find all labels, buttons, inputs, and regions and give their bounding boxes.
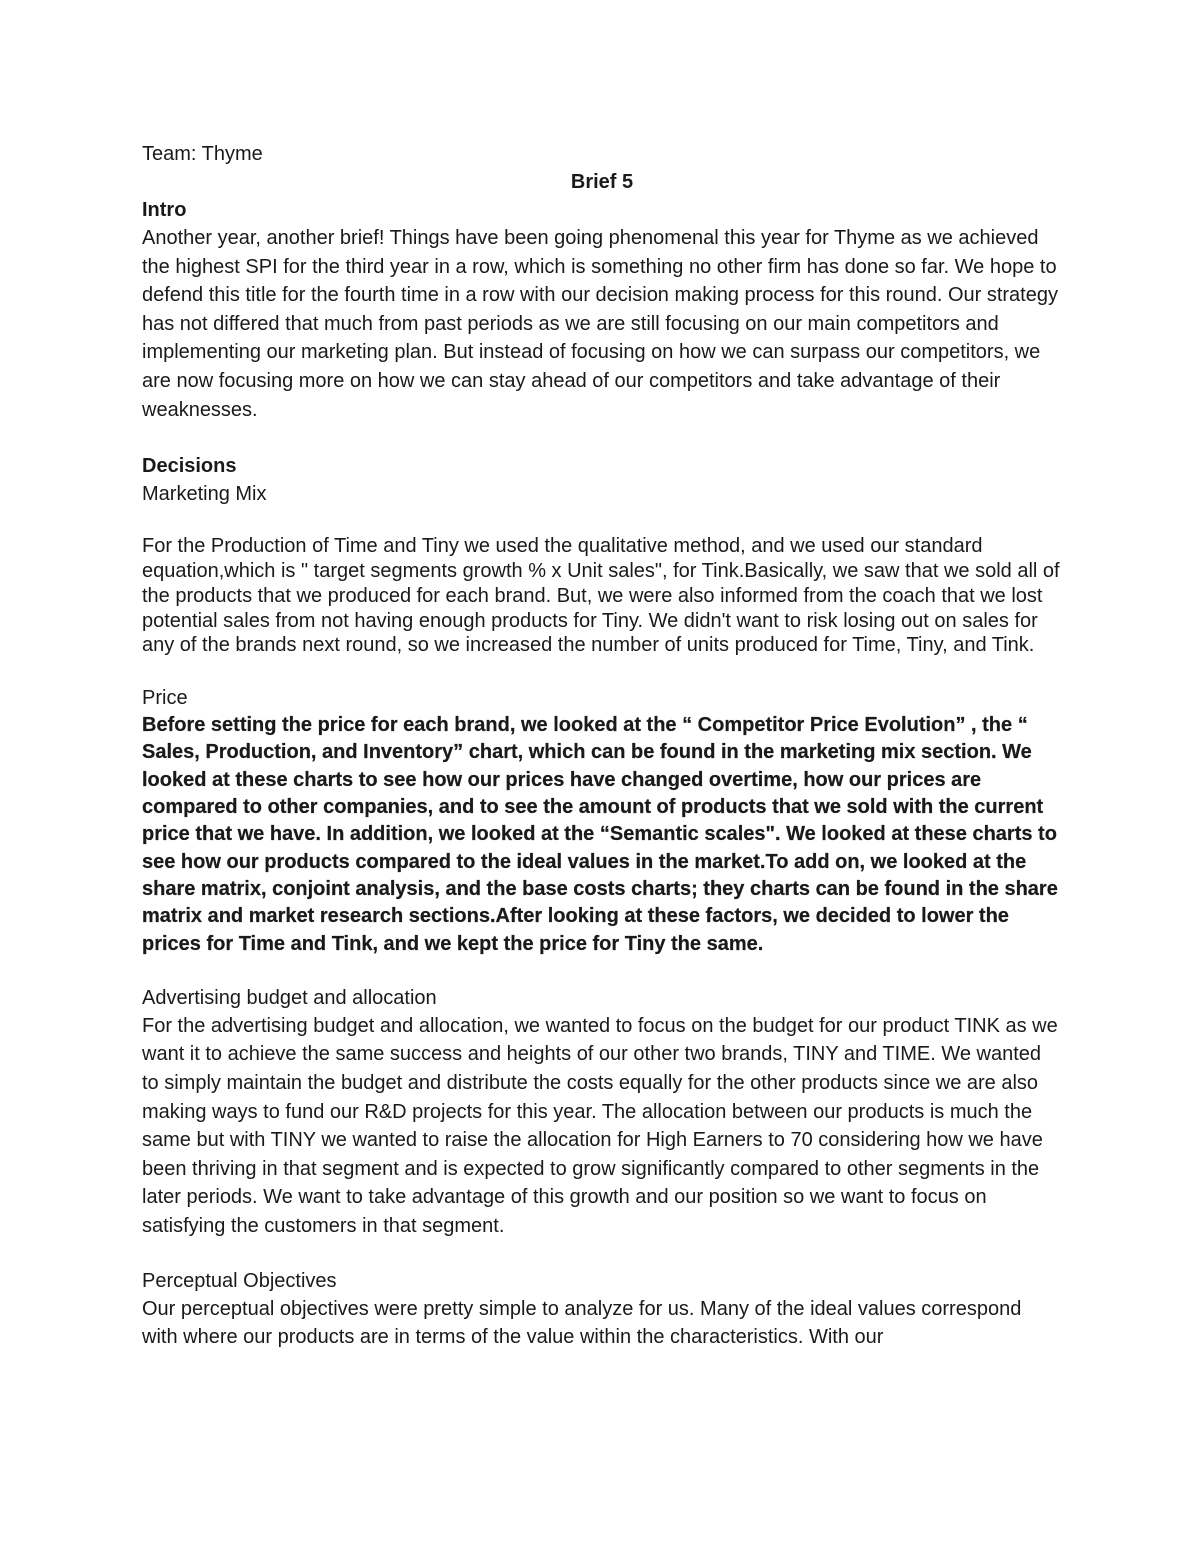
brief-title: Brief 5	[570, 171, 634, 193]
marketing-mix-label: Marketing Mix	[142, 483, 267, 506]
decisions-heading: Decisions	[142, 455, 237, 478]
advertising-label: Advertising budget and allocation	[142, 986, 437, 1009]
production-paragraph: For the Production of Time and Tiny we used the qualitative method, and we used our standard equation,which is " target segments growth % x Unit sales", for Tink.Basically, we saw that we sold all of the products that we produced for each brand. But, we were also informed from the coach that we lost potential sales from not having enough products for Tiny. We didn't want to risk losing out on sales for any of the brands next round, so we increased the number of units produced for Time, Tiny, and Tink.	[142, 535, 1060, 657]
document-page	[142, 140, 1062, 1352]
intro-heading: Intro	[142, 199, 187, 221]
perceptual-paragraph: Our perceptual objectives were pretty simple to analyze for us. Many of the ideal values correspond with where our products are in terms of the value within the characteristics. With our	[142, 1297, 1022, 1349]
price-paragraph: Before setting the price for each brand, we looked at the “ Competitor Price Evolution” , the “ Sales, Production, and Inventory” chart, which can be found in the marketing mix section. We looked at these charts to see how our prices have changed overtime, how our prices are compared to other companies, and to see the amount of products that we sold with the current price that we have. In addition, we looked at the “Semantic scales". We looked at these charts to see how our products compared to the ideal values in the market.To add on, we looked at the share matrix, conjoint analysis, and the base costs charts; they charts can be found in the share matrix and market research sections.After looking at these factors, we decided to lower the prices for Time and Tink, and we kept the price for Tiny the same.	[142, 714, 1058, 955]
intro-paragraph: Another year, another brief! Things have been going phenomenal this year for Thyme as we achieved the highest SPI for the third year in a row, which is something no other firm has done so far. We hope to defend this title for the fourth time in a row with our decision making process for this round. Our strategy has not differed that much from past periods as we are still focusing on our main competitors and implementing our marketing plan. But instead of focusing on how we can surpass our competitors, we are now focusing more on how we can stay ahead of our competitors and take advantage of their weaknesses.	[142, 227, 1058, 421]
advertising-paragraph: For the advertising budget and allocation, we wanted to focus on the budget for our product TINK as we want it to achieve the same success and heights of our other two brands, TINY and TIME. We wanted to simply maintain the budget and distribute the costs equally for the other products since we are also making ways to fund our R&D projects for this year. The allocation between our products is much the same but with TINY we wanted to raise the allocation for High Earners to 70 considering how we have been thriving in that segment and is expected to grow significantly compared to other segments in the later periods. We want to take advantage of this growth and our position so we want to focus on satisfying the customers in that segment.	[142, 1014, 1058, 1237]
price-label: Price	[142, 687, 188, 710]
perceptual-label: Perceptual Objectives	[142, 1269, 337, 1292]
team-line: Team: Thyme	[142, 143, 263, 165]
